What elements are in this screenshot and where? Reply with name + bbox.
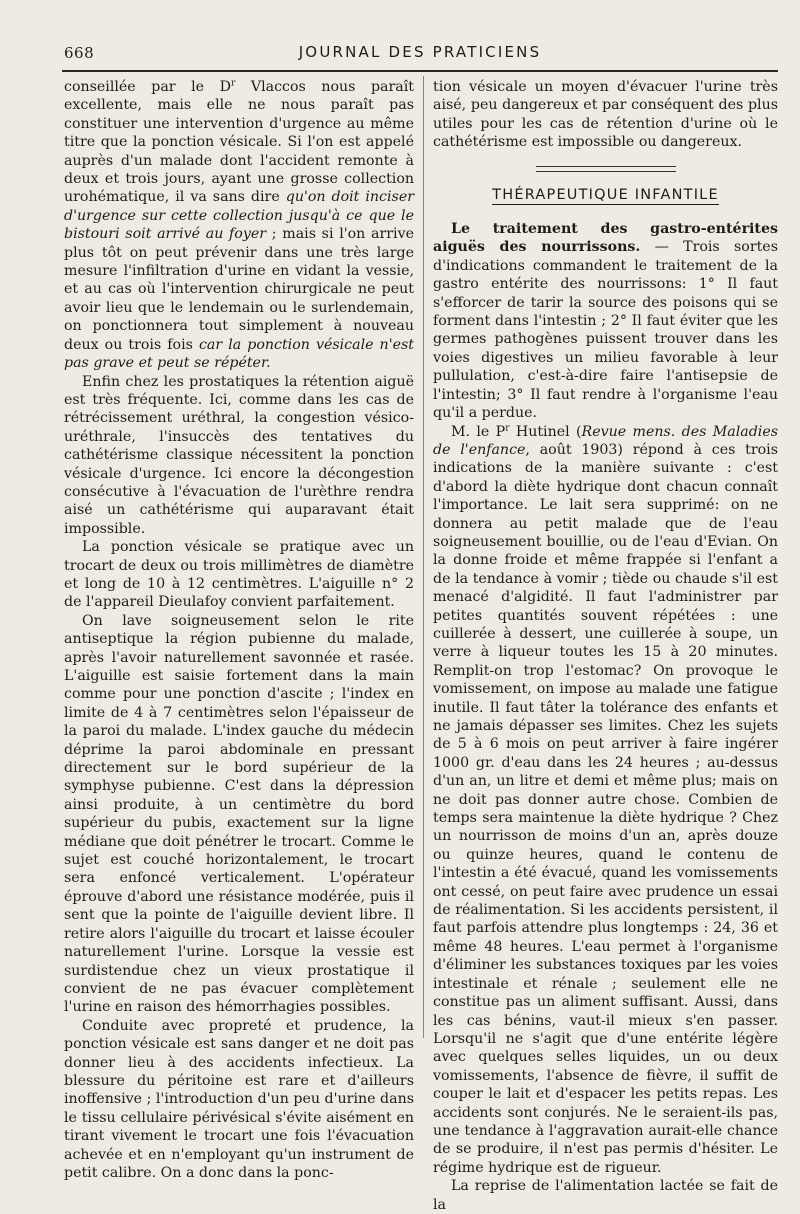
right-paragraph-4: La reprise de l'alimentation lactée se fait de la <box>433 1178 778 1213</box>
right-paragraph-2: Le traitement des gastro-entérites aiguës des nourrissons. — Trois sortes d'indications commandent le traitement de la gastro entérite des nourrissons: 1° Il faut s'efforcer de tarir la source des poisons qui se forment dans l'intestin ; 2° Il faut éviter que les germes pathogènes puissent trouver dans les voies digestives un milieu favorable à leur pullulation, c'est-à-dire faire l'antisepsie de l'intestin; 3° Il faut rendre à l'organisme l'eau qu'il a perdue. <box>433 221 778 422</box>
left-column <box>64 78 414 1181</box>
section-title: THÉRAPEUTIQUE INFANTILE <box>492 186 719 203</box>
left-paragraph-5: Conduite avec propreté et prudence, la ponction vésicale est sans danger et ne doit pas donner lieu à des accidents infectieux. La blessure du péritoine est rare et d'ailleurs inoffensive ; l'introduction d'un peu d'urine dans le tissu cellulaire périvésical s'évite aisément en tirant vivement le trocart une fois l'évacuation achevée et en n'employant qu'un instrument de petit calibre. On a donc dans la ponc- <box>64 1017 414 1181</box>
right-paragraph-1: tion vésicale un moyen d'évacuer l'urine très aisé, peu dangereux et par conséquent des plus utiles pour les cas de rétention d'urine où le cathétérisme est impossible ou dangereux. <box>433 79 778 151</box>
left-paragraph-2: Enfin chez les prostatiques la rétention aiguë est très fréquente. Ici, comme dans les cas de rétrécissement uréthral, la congestion vésico-uréthrale, l'insuccès des tentatives du cathétérisme classique nécessitent la ponction vésicale d'urgence. Ici encore la décongestion consécutive à l'évacuation de l'urèthre rendra aisé un cathétérisme qui auparavant était impossible. <box>64 373 414 537</box>
emphasis-text: qu'on doit inciser d'urgence sur cette collection jusqu'à ce que le bistouri soit arrivé au foyer <box>64 189 414 243</box>
section-separator <box>536 166 676 172</box>
left-paragraph-4: On lave soigneusement selon le rite antiseptique la région pubienne du malade, après l'avoir naturellement savonnée et rasée. L'aiguille est saisie fortement dans la main comme pour une ponction d'ascite ; l'index en limite de 4 à 7 centimètres selon l'épaisseur de la paroi du malade. L'index gauche du médecin déprime la paroi abdominale en pressant directement sur le bord supérieur de la symphyse pubienne. C'est dans la dépression ainsi produite, à un centimètre du bord supérieur du pubis, exactement sur la ligne médiane que doit pénétrer le trocart. Comme le sujet est couché horizontalement, le trocart sera enfoncé verticalement. L'opérateur éprouve d'abord une résistance modérée, puis il sent que la pointe de l'aiguille devient libre. Il retire alors l'aiguille du trocart et laisse écouler naturellement l'urine. Lorsque la vessie est surdistendue chez un vieux prostatique il convient de ne pas évacuer complètement l'urine en raison des hémorrhagies possibles. <box>64 612 414 1016</box>
emphasis-text: car la ponction vésicale n'est pas grave et peut se répéter. <box>64 336 414 372</box>
running-title: JOURNAL DES PRATICIENS <box>298 43 542 61</box>
right-paragraph-3: M. le $P^r$ Hutinel (Revue mens. des Maladies de l'enfance, août 1903) répond à ces trois indications de la manière suivante : c'est d'abord la diète hydrique dont chacun connaît l'importance. Le lait sera supprimé: on ne donnera au petit malade que de l'eau soigneusement bouillie, ou de l'eau d'Evian. On la donne froide et même frappée si l'enfant a de la tendance à vomir ; tiède ou chaude s'il est menacé d'algidité. Il faut l'administrer par petites quantités souvent répétées : une cuillerée à dessert, une cuillerée à soupe, un verre à liqueur toutes les 15 à 20 minutes. Remplit-on trop l'estomac? On provoque le vomissement, on impose au malade une fatigue inutile. Il faut tâter la tolérance des enfants et ne jamais dépasser ses limites. Chez les sujets de 5 à 6 mois on peut arriver à faire ingérer 1000 gr. d'eau dans les 24 heures ; au-dessus d'un an, un litre et demi et même plus; mais on ne doit pas donner autre chose. Combien de temps sera maintenue la diète hydrique ? Chez un nourrisson de moins d'un an, après douze ou quinze heures, quand le contenu de l'intestin a été évacué, quand les vomissements ont cessé, on peut faire avec prudence un essai de réalimentation. Si les accidents persistent, il faut parfois attendre plus longtemps : 24, 36 et même 48 heures. L'eau permet à l'organisme d'éliminer les substances toxiques par les voies intestinale et rénale ; seulement elle ne constitue pas un aliment suffisant. Aussi, dans les cas bénins, vaut-il mieux s'en passer. Lorsqu'il ne s'agit que d'une entérite légère avec quelques selles liquides, un ou deux vomissements, l'absence de fièvre, il suffit de couper le lait et d'espacer les petits repas. Les accidents sont conjurés. Ne le seraient-ils pas, une tendance à l'aggravation aurait-elle chance de se produire, il n'est pas permis d'hésiter. Le régime hydrique est de rigueur. <box>433 422 778 1176</box>
page-number: 668 <box>64 44 95 62</box>
article-heading: Le traitement des gastro-entérites aiguës des nourrissons. <box>433 221 778 256</box>
left-paragraph-3: La ponction vésicale se pratique avec un trocart de deux ou trois millimètres de diamètre et long de 10 à 12 centimètres. L'aiguille n° 2 de l'appareil Dieulafoy convient parfaitement. <box>64 539 414 611</box>
right-column <box>433 78 778 1213</box>
header-rule <box>62 70 778 72</box>
column-divider <box>423 76 424 1038</box>
citation-title: Revue mens. des Maladies de l'enfance <box>433 423 778 458</box>
page-header <box>62 40 778 70</box>
left-paragraph-1: conseillée par le $D^r$ Vlaccos nous paraît excellente, mais elle ne nous paraît pas constituer une intervention d'urgence au même titre que la ponction vésicale. Si l'on est appelé auprès d'un malade dont l'accident remonte à deux et trois jours, ayant une grosse collection urohématique, il va sans dire qu'on doit inciser d'urgence sur cette collection jusqu'à ce que le bistouri soit arrivé au foyer ; mais si l'on arrive plus tôt on peut prévenir dans une très large mesure l'infiltration d'urine en vidant la vessie, et au cas où l'intervention chirurgicale ne peut avoir lieu que le lendemain ou le surlendemain, on ponctionnera tout simplement à nouveau deux ou trois fois car la ponction vésicale n'est pas grave et peut se répéter. <box>64 78 414 372</box>
